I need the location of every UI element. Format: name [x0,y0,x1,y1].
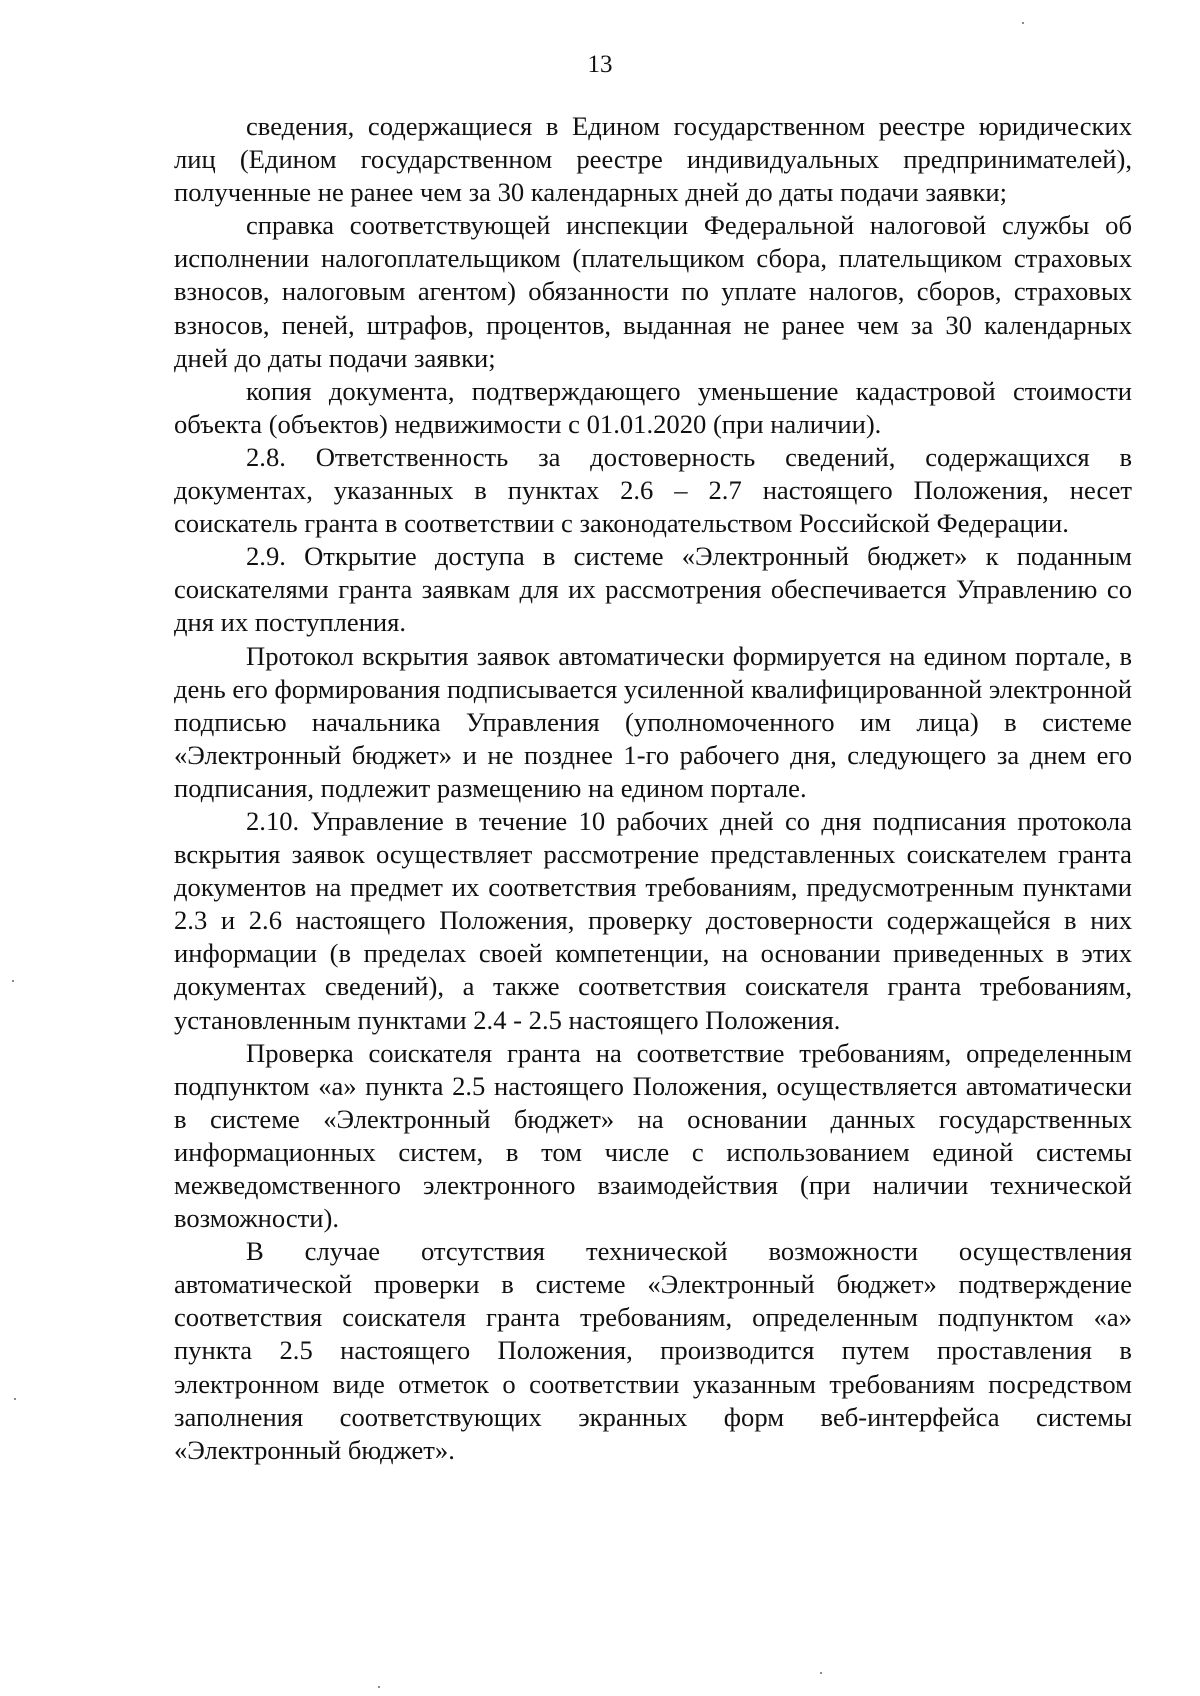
paragraph-tax-certificate: справка соответствующей инспекции Федеральной налоговой службы об исполнении налогоплательщиком (плательщиком сбора, плательщиком страховых взносов, налоговым агентом) обязанности по уплате налогов, сборов, страховых взносов, пеней, штрафов, процентов, выданная не ранее чем за 30 календарных дней до даты подачи заявки; [174,210,1132,373]
scan-speck [14,1398,16,1400]
paragraph-automatic-check: Проверка соискателя гранта на соответствие требованиям, определенным подпунктом «а» пункта 2.5 настоящего Положения, осуществляется автоматически в системе «Электронный бюджет» на основании данных государственных информационных систем, в том числе с использованием единой системы межведомственного электронного взаимодействия (при наличии технической возможности). [174,1037,1132,1234]
scan-speck [1022,22,1024,24]
paragraph-egrul-info: сведения, содержащиеся в Едином государственном реестре юридических лиц (Едином государственном реестре индивидуальных предпринимателей), полученные не ранее чем за 30 календарных дней до даты подачи заявки; [174,111,1132,208]
paragraph-cadastral-copy: копия документа, подтверждающего уменьшение кадастровой стоимости объекта (объектов) недвижимости с 01.01.2020 (при наличии). [174,375,1132,439]
page-number: 13 [587,51,613,78]
paragraph-2-10: 2.10. Управление в течение 10 рабочих дней со дня подписания протокола вскрытия заявок осуществляет рассмотрение представленных соискателем гранта документов на предмет их соответствия требованиям, предусмотренным пунктами 2.3 и 2.6 настоящего Положения, проверку достоверности содержащейся в них информации (в пределах своей компетенции, на основании приведенных в этих документах сведений), а также соответствия соискателя гранта требованиям, установленным пунктами 2.4 - 2.5 настоящего Положения. [174,805,1132,1035]
scan-speck [820,1672,822,1674]
document-body [174,110,1132,1467]
scan-speck [12,980,14,982]
paragraph-2-8: 2.8. Ответственность за достоверность сведений, содержащихся в документах, указанных в пунктах 2.6 – 2.7 настоящего Положения, несет соискатель гранта в соответствии с законодательством Российской Федерации. [174,441,1132,539]
paragraph-opening-protocol: Протокол вскрытия заявок автоматически формируется на едином портале, в день его формирования подписывается усиленной квалифицированной электронной подписью начальника Управления (уполномоченного им лица) в системе «Электронный бюджет» и не позднее 1-го рабочего дня, следующего за днем его подписания, подлежит размещению на едином портале. [174,640,1132,803]
paragraph-2-9: 2.9. Открытие доступа в системе «Электронный бюджет» к поданным соискателями гранта заявкам для их рассмотрения обеспечивается Управлению со дня их поступления. [174,541,1132,638]
scan-speck [378,1686,380,1688]
paragraph-manual-check: В случае отсутствия технической возможности осуществления автоматической проверки в системе «Электронный бюджет» подтверждение соответствия соискателя гранта требованиям, определенным подпунктом «а» пункта 2.5 настоящего Положения, производится путем проставления в электронном виде отметок о соответствии указанным требованиям посредством заполнения соответствующих экранных форм веб-интерфейса системы «Электронный бюджет». [174,1236,1132,1465]
